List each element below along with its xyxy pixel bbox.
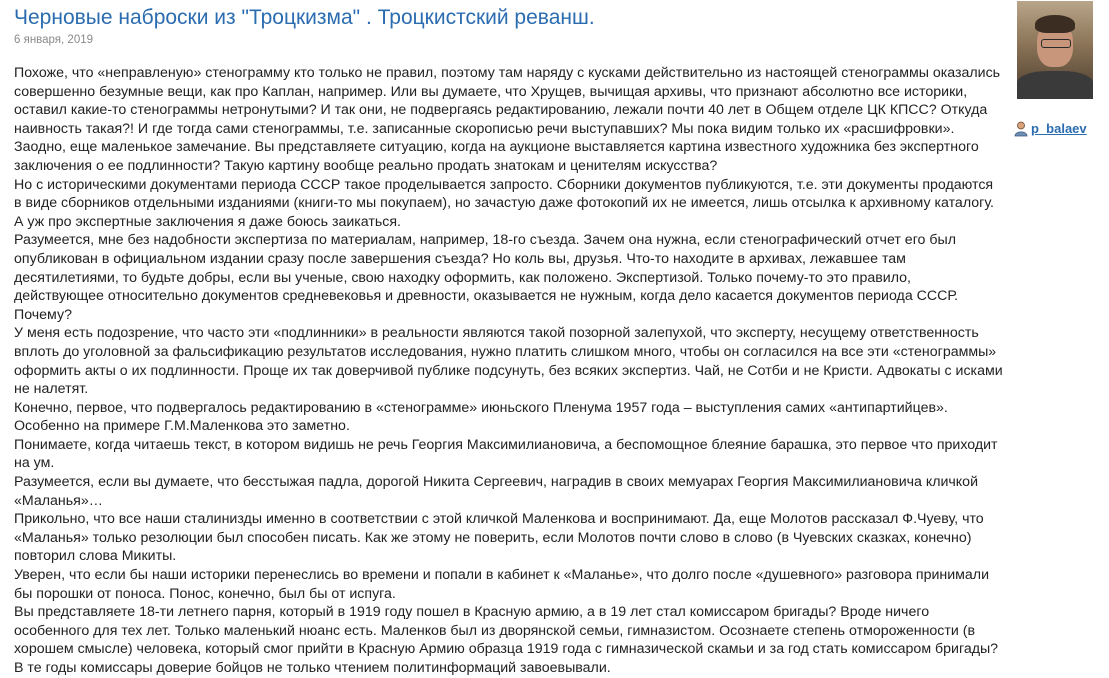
paragraph: Но с историческими документами периода СССР такое проделывается запросто. Сборники документов публикуются, т.е. эти документы продаются в виде сборников отдельными изданиями (книги-то мы покупаем), но зачастую даже фотокопий их не имеется, лишь отсылка к архивному каталогу. А уж про экспертные заключения я даже боюсь заикаться. xyxy=(14,176,994,230)
paragraph: Прикольно, что все наши сталинизды именно в соответствии с этой кличкой Маленкова и воспринимают. Да, еще Молотов рассказал Ф.Чуеву, что «Маланья» только резолюции был способен писать. Как же этому не поверить, если Молотов почти слово в слово (в Чуевских сказках, конечно) повторил слова Микиты. xyxy=(14,511,984,565)
post-title[interactable]: Черновые наброски из "Троцкизма" . Троцкистский реванш. xyxy=(14,6,595,29)
paragraph: Разумеется, если вы думаете, что бесстыжая падла, дорогой Никита Сергеевич, наградив в своих мемуарах Георгия Максимилиановича кличкой «Маланья»… xyxy=(14,474,978,509)
post-date: 6 января, 2019 xyxy=(14,34,94,46)
author-avatar[interactable] xyxy=(1017,1,1093,99)
post-body xyxy=(14,64,1004,678)
paragraph: Уверен, что если бы наши историки перенеслись во времени и попали в кабинет к «Маланье», что долго после «душевного» разговора принимали бы порошки от поноса. Понос, конечно, был бы от испуга. xyxy=(14,567,990,602)
paragraph: Похоже, что «неправленую» стенограмму кто только не правил, поэтому там наряду с кусками действительно из настоящей стенограммы оказались совершенно безумные вещи, как про Каплан, например. Или вы думаете, что Хрущев, вычищая архивы, что признают абсолютно все историки, оставил какие-то стенограммы нетронутыми? И так они, не подвергаясь редактированию, лежали почти 40 лет в Общем отделе ЦК КПСС? Откуда наивность такая?! И где тогда сами стенограммы, т.е. записанные скорописью речи выступавших? Мы пока видим только их «расшифровки». xyxy=(14,65,1001,137)
paragraph: Заодно, еще маленькое замечание. Вы представляете ситуацию, когда на аукционе выставляется картина известного художника без экспертного заключения о ее подлинности? Такую картину вообще реально продать знатокам и ценителям искусства? xyxy=(14,139,979,174)
avatar-shoulders xyxy=(1017,71,1093,99)
paragraph: У меня есть подозрение, что часто эти «подлинники» в реальности являются такой позорной залепухой, что эксперту, несущему ответственность вплоть до уголовной за фальсификацию результатов исследования, нужно платить слишком много, чтобы он согласился на все эти «стенограммы» оформить акты о их подлинности. Проще их так доверчивой публике подсунуть, без всяких экспертиз. Чай, не Сотби и не Кристи. Адвокаты с исками не налетят. xyxy=(14,325,1003,398)
author-link[interactable] xyxy=(1014,121,1087,137)
author-name[interactable]: p_balaev xyxy=(1031,121,1087,136)
paragraph: Понимаете, когда читаешь текст, в котором видишь не речь Георгия Максимилиановича, а беспомощное блеяние барашка, это первое что приходит на ум. xyxy=(14,436,998,472)
user-icon xyxy=(1014,121,1028,137)
paragraph: Вы представляете 18-ти летнего парня, который в 1919 году пошел в Красную армию, а в 19 лет стал комиссаром бригады? Вроде ничего особенного для тех лет. Только маленький нюанс есть. Маленков был из дворянской семьи, гимназистом. Осознаете степень отмороженности (в хорошем смысле) человека, который смог прийти в Красную Армию образца 1919 года с гимназической скамьи и за год стать комиссаром бригады? В те годы комиссары доверие бойцов не только чтением политинформаций завоевывали. xyxy=(14,604,999,676)
avatar-glasses xyxy=(1041,39,1071,48)
paragraph: Разумеется, мне без надобности экспертиза по материалам, например, 18-го съезда. Зачем она нужна, если стенографический отчет его был опубликован в официальном издании сразу после завершения съезда? Но коль вы, друзья. Что-то находите в архивах, лежавшее там десятилетиями, то будьте добры, если вы ученые, свою находку оформить, как положено. Экспертизой. Только почему-то это правило, действующее относительно документов средневековья и древности, оказывается не нужным, когда дело касается документов периода СССР. Почему? xyxy=(14,232,959,323)
paragraph: Конечно, первое, что подвергалось редактированию в «стенограмме» июньского Пленума 1957 года – выступления самих «антипартийцев». Особенно на примере Г.М.Маленкова это заметно. xyxy=(14,399,948,435)
avatar-hair xyxy=(1035,15,1075,33)
